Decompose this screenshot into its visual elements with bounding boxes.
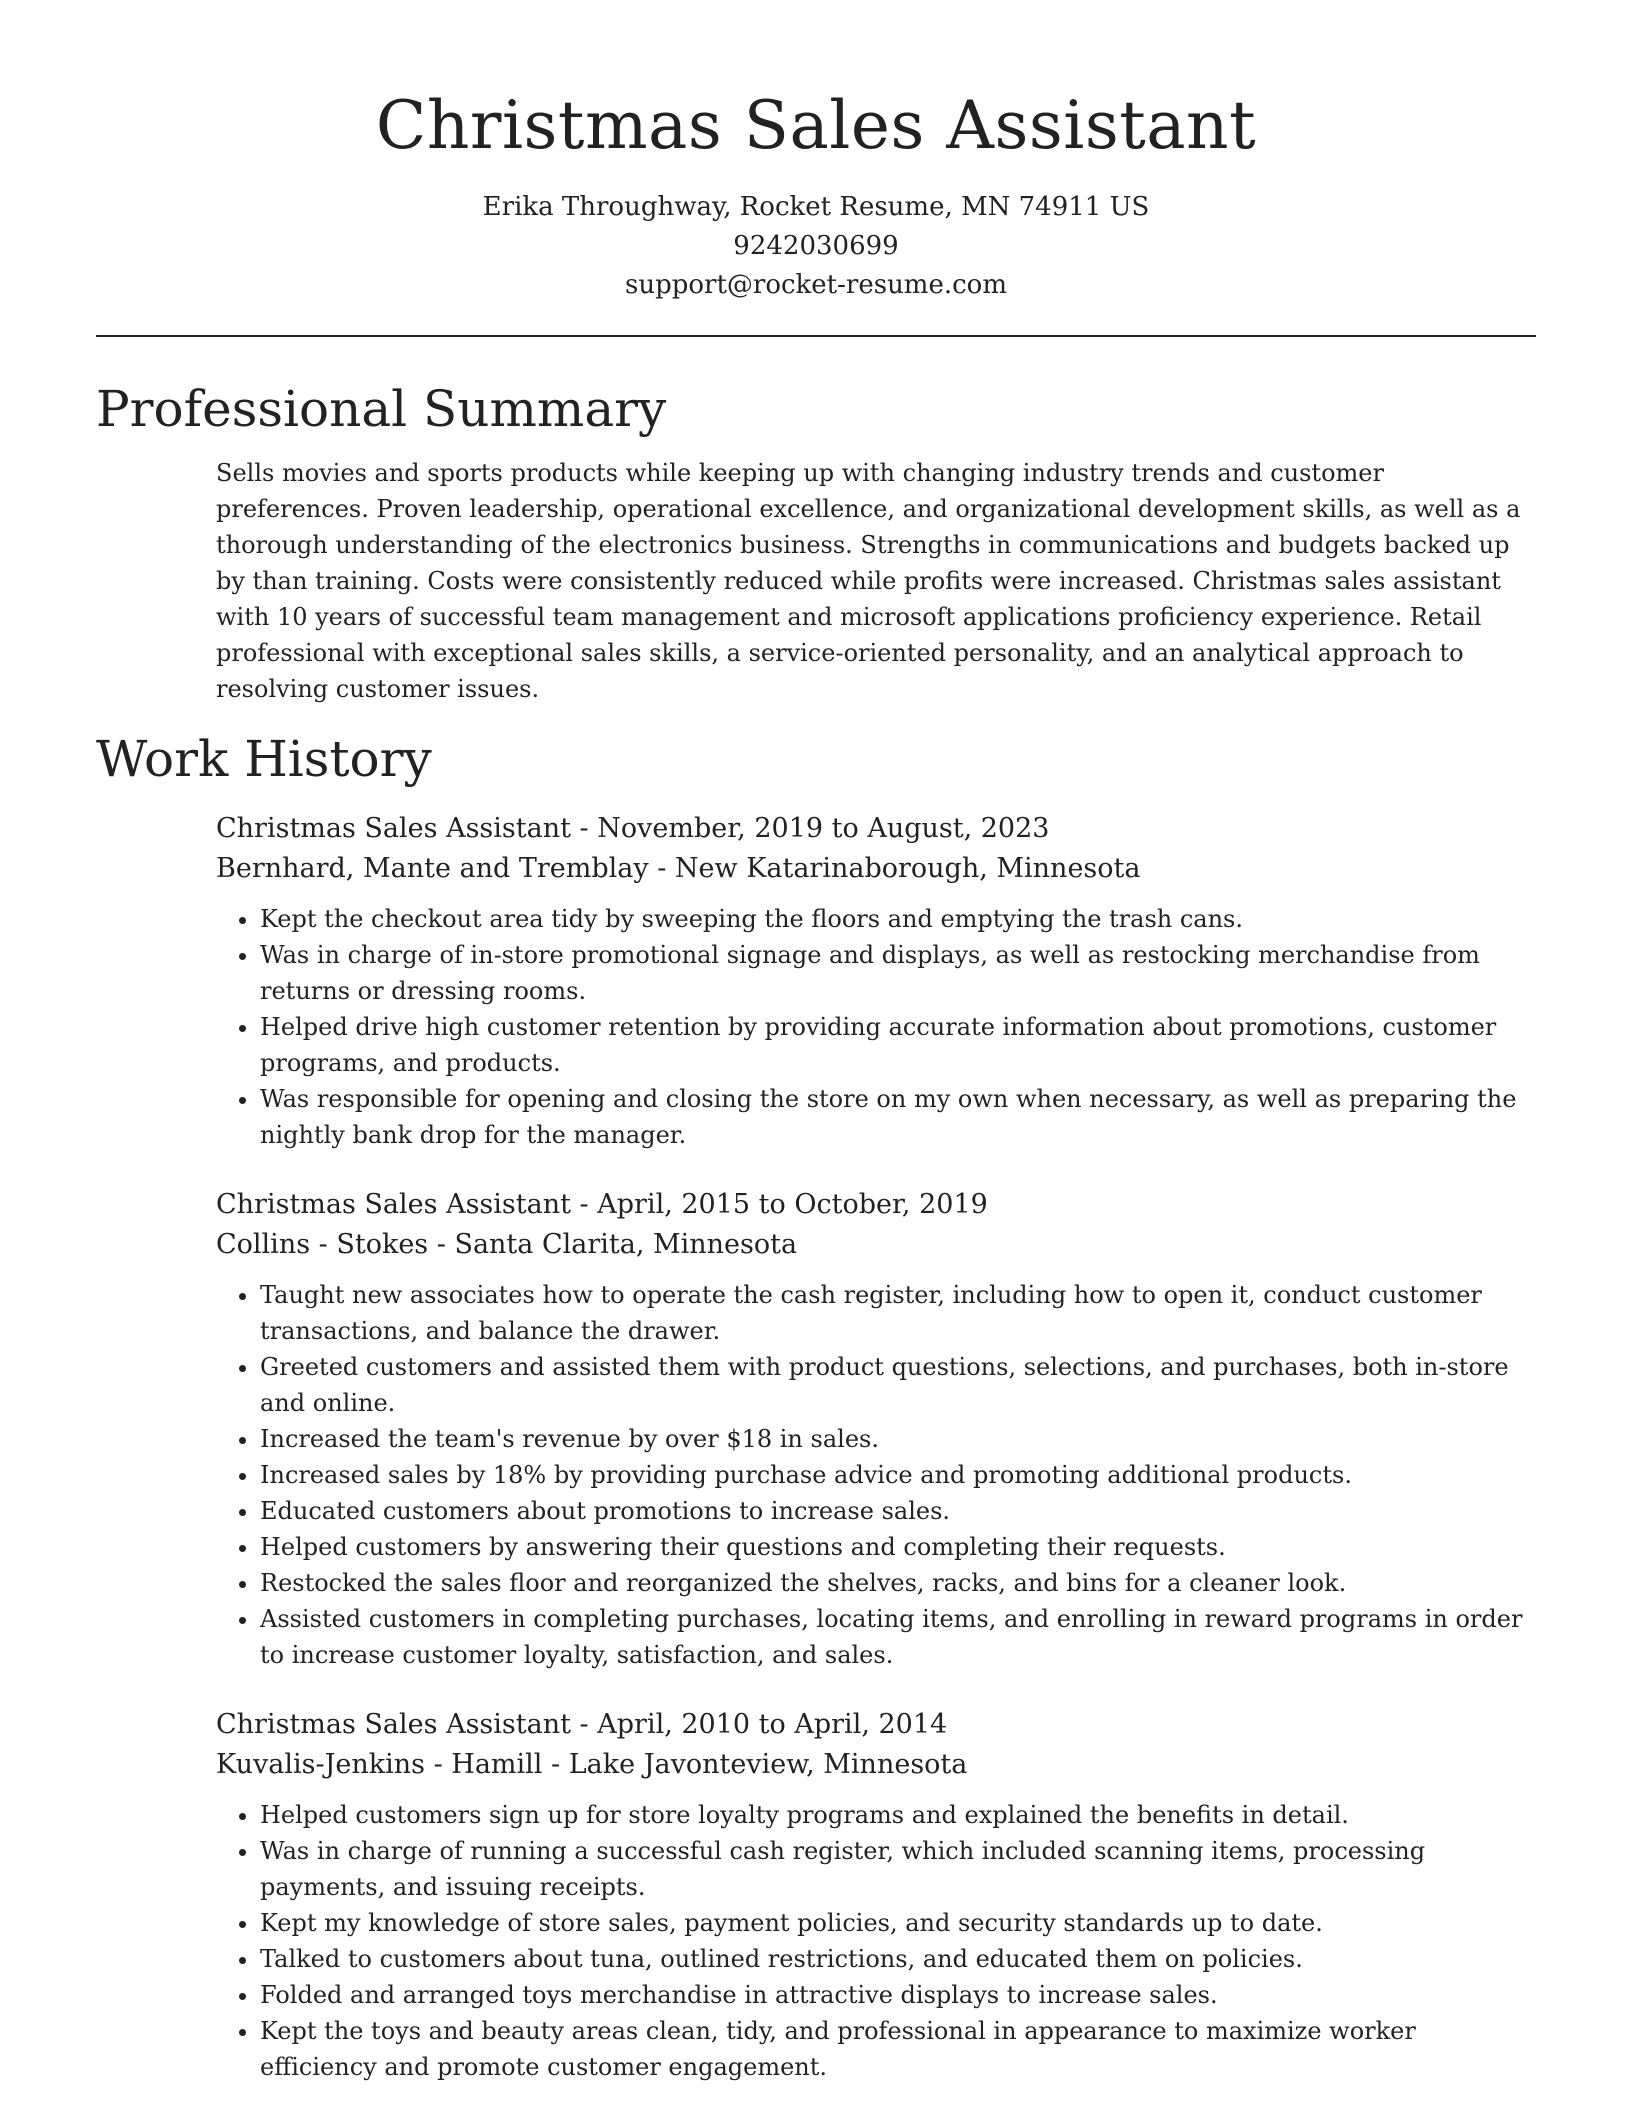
job-dates: - April, 2010 to April, 2014 [570,1709,948,1740]
job-role: Christmas Sales Assistant [216,813,571,844]
job-bullet: • Taught new associates how to operate the cash register, including how to open it, conduct customer transactions, and balance the drawer. [260,1277,1536,1349]
contact-address: Erika Throughway, Rocket Resume, MN 74911 US [482,192,1150,222]
work-history-heading: Work History [96,730,432,788]
job-bullet: • Restocked the sales floor and reorganized the shelves, racks, and bins for a cleaner look. [260,1565,1536,1601]
contact-block [96,188,1536,305]
job-bullet: • Assisted customers in completing purchases, locating items, and enrolling in reward programs in order to increase customer loyalty, satisfaction, and sales. [260,1601,1536,1673]
job-bullets [216,1277,1536,1673]
summary-section [216,455,1536,707]
job-role-line [216,1705,1536,1745]
job-dates: - November, 2019 to August, 2023 [570,813,1050,844]
work-history-section [216,809,1536,2085]
job-bullet: • Increased sales by 18% by providing purchase advice and promoting additional products. [260,1457,1536,1493]
job-bullet: • Kept the toys and beauty areas clean, tidy, and professional in appearance to maximize worker efficiency and promote customer engagement. [260,2013,1536,2085]
job-bullet: • Was in charge of in-store promotional signage and displays, as well as restocking merchandise from returns or dressing rooms. [260,937,1536,1009]
job-bullet: • Kept the checkout area tidy by sweeping the floors and emptying the trash cans. [260,901,1536,937]
job-bullet: • Helped customers by answering their questions and completing their requests. [260,1529,1536,1565]
resume-title: Christmas Sales Assistant [375,87,1257,164]
job-bullet: • Helped customers sign up for store loyalty programs and explained the benefits in detail. [260,1797,1536,1833]
job-role: Christmas Sales Assistant [216,1709,571,1740]
job-bullet: • Folded and arranged toys merchandise in attractive displays to increase sales. [260,1977,1536,2013]
job-location: - Lake Javonteview, Minnesota [542,1749,968,1780]
job-role-line [216,1185,1536,1225]
job-role: Christmas Sales Assistant [216,1189,571,1220]
job-company-line [216,1745,1536,1785]
job-company: Kuvalis-Jenkins - Hamill [216,1749,543,1780]
job-bullet: • Was in charge of running a successful cash register, which included scanning items, processing payments, and issuing receipts. [260,1833,1536,1905]
job-location: - New Katarinaborough, Minnesota [648,853,1141,884]
summary-text: Sells movies and sports products while keeping up with changing industry trends and customer preferences. Proven leadership, operational excellence, and organizational development skills, as well as a thorough understanding of the electronics business. Strengths in communications and budgets backed up by than training. Costs were consistently reduced while profits were increased. Christmas sales assistant with 10 years of successful team management and microsoft applications proficiency experience. Retail professional with exceptional sales skills, a service-oriented personality, and an analytical approach to resolving customer issues. [216,459,1521,703]
job-bullet: • Talked to customers about tuna, outlined restrictions, and educated them on policies. [260,1941,1536,1977]
job-company: Collins - Stokes [216,1229,429,1260]
contact-email: support@rocket-resume.com [624,270,1007,300]
summary-heading: Professional Summary [96,380,667,438]
contact-phone: 9242030699 [733,231,899,261]
job-bullet: • Kept my knowledge of store sales, payment policies, and security standards up to date. [260,1905,1536,1941]
job-bullets [216,901,1536,1153]
resume-header [96,0,1536,305]
job-entry [216,809,1536,1153]
job-entry [216,1185,1536,1673]
job-bullet: • Increased the team's revenue by over $18 in sales. [260,1421,1536,1457]
job-bullets [216,1797,1536,2085]
job-company: Bernhard, Mante and Tremblay [216,853,649,884]
job-bullet: • Educated customers about promotions to increase sales. [260,1493,1536,1529]
job-location: - Santa Clarita, Minnesota [428,1229,798,1260]
job-company-line [216,1225,1536,1265]
job-company-line [216,849,1536,889]
job-entry [216,1705,1536,2085]
job-role-line [216,809,1536,849]
job-bullet: • Greeted customers and assisted them with product questions, selections, and purchases, both in-store and online. [260,1349,1536,1421]
job-bullet: • Was responsible for opening and closing the store on my own when necessary, as well as preparing the nightly bank drop for the manager. [260,1081,1536,1153]
job-bullet: • Helped drive high customer retention by providing accurate information about promotions, customer programs, and products. [260,1009,1536,1081]
header-divider [96,335,1536,337]
job-dates: - April, 2015 to October, 2019 [570,1189,988,1220]
